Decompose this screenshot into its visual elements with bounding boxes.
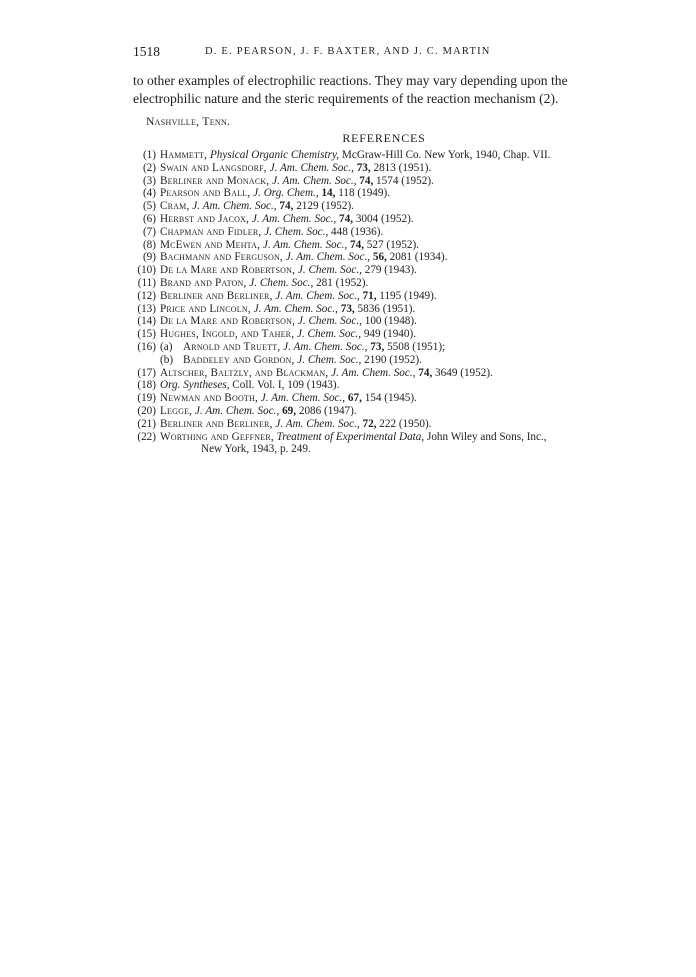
reference-journal: J. Am. Chem. Soc., — [272, 174, 357, 187]
reference-item — [133, 328, 613, 341]
reference-item — [133, 251, 613, 264]
reference-journal: J. Am. Chem. Soc., — [260, 392, 346, 405]
reference-number: (6) — [142, 212, 156, 225]
reference-item — [133, 149, 613, 162]
reference-number: (11) — [137, 276, 156, 289]
reference-number: (14) — [137, 315, 156, 328]
reference-authors: Baddeley and Gordon, — [183, 353, 295, 366]
reference-volume: 69, — [282, 404, 297, 417]
reference-book-title: Treatment of Experimental Data, — [276, 430, 425, 443]
reference-number: (16) — [137, 340, 156, 353]
reference-item — [133, 226, 613, 239]
reference-pages: 2081 (1934). — [389, 251, 448, 264]
reference-volume: 71, — [362, 289, 377, 302]
reference-journal: J. Am. Chem. Soc., — [192, 200, 277, 213]
reference-journal: Org. Syntheses, — [160, 379, 230, 392]
reference-journal: J. Chem. Soc., — [264, 225, 329, 238]
reference-authors: Legge, — [160, 404, 193, 417]
reference-pages: 2813 (1951). — [373, 161, 432, 174]
reference-pages: 448 (1936). — [331, 225, 384, 238]
reference-number: (10) — [137, 264, 156, 277]
reference-number: (4) — [142, 187, 156, 200]
reference-item — [133, 418, 613, 431]
body-line: electrophilic nature and the steric requirements of the reaction mechanism (2). — [133, 91, 559, 106]
reference-pages: 2086 (1947). — [298, 404, 357, 417]
reference-volume: 14, — [321, 187, 336, 200]
reference-number: (17) — [137, 366, 156, 379]
reference-authors: Altscher, Baltzly, and Blackman, — [160, 366, 329, 379]
reference-journal: J. Am. Chem. Soc., — [269, 161, 354, 174]
reference-number: (5) — [142, 200, 156, 213]
reference-authors: Swain and Langsdorf, — [160, 161, 267, 174]
reference-authors: Worthing and Geffner, — [160, 430, 274, 443]
reference-volume: 73, — [370, 340, 385, 353]
references-heading-text: REFERENCES — [342, 131, 426, 145]
reference-journal: J. Am. Chem. Soc., — [194, 404, 280, 417]
reference-authors: Arnold and Truett, — [183, 340, 281, 353]
reference-authors: Chapman and Fidler, — [160, 225, 262, 238]
reference-details: New York, 1943, p. 249. — [201, 443, 311, 456]
reference-authors: Berliner and Monack, — [160, 174, 270, 187]
body-line: to other examples of electrophilic reactions. They may vary depending upon the — [133, 73, 568, 88]
reference-pages: 949 (1940). — [363, 328, 417, 341]
reference-journal: J. Am. Chem. Soc., — [285, 251, 371, 264]
reference-volume: 67, — [347, 392, 362, 405]
reference-item — [133, 213, 613, 226]
body-paragraph — [133, 72, 599, 108]
reference-authors: McEwen and Mehta, — [160, 238, 261, 251]
reference-journal: J. Am. Chem. Soc., — [262, 238, 348, 251]
reference-authors: Price and Lincoln, — [160, 302, 251, 315]
place-line: Nashville, Tenn. — [146, 115, 231, 128]
reference-journal: J. Am. Chem. Soc., — [275, 289, 360, 302]
reference-journal: J. Org. Chem., — [253, 187, 319, 200]
reference-pages: 154 (1945). — [364, 392, 417, 405]
reference-volume: 74, — [418, 366, 433, 379]
reference-number: (20) — [137, 404, 156, 417]
reference-number: (1) — [142, 149, 156, 161]
reference-number: (7) — [142, 225, 156, 238]
reference-authors: Newman and Booth, — [160, 392, 258, 405]
reference-item — [133, 187, 613, 200]
reference-volume: 74, — [339, 212, 354, 225]
reference-pages: 3004 (1952). — [355, 212, 414, 225]
reference-journal: J. Chem. Soc., — [249, 276, 314, 289]
reference-pages: 281 (1952). — [316, 276, 369, 289]
references-heading — [0, 131, 696, 146]
reference-item — [133, 341, 613, 354]
references-list — [133, 149, 613, 456]
reference-volume: 56, — [372, 251, 387, 264]
reference-journal: J. Chem. Soc., — [297, 353, 362, 366]
reference-journal: J. Am. Chem. Soc., — [283, 340, 368, 353]
reference-pages: 5836 (1951). — [357, 302, 416, 315]
reference-pages: Coll. Vol. I, 109 (1943). — [232, 379, 340, 392]
reference-volume: 72, — [362, 417, 377, 430]
reference-item — [133, 277, 613, 290]
reference-number: (22) — [137, 430, 156, 443]
reference-item — [133, 354, 613, 367]
reference-volume: 73, — [340, 302, 355, 315]
reference-item — [133, 367, 613, 380]
reference-authors: Hughes, Ingold, and Taher, — [160, 328, 295, 341]
reference-pages: 527 (1952). — [366, 238, 419, 251]
reference-journal: J. Am. Chem. Soc., — [251, 212, 337, 225]
reference-details: McGraw-Hill Co. New York, 1940, Chap. VII. — [341, 149, 551, 161]
reference-item — [133, 315, 613, 328]
reference-number: (9) — [142, 251, 156, 264]
reference-authors: Hammett, — [160, 149, 208, 161]
reference-authors: De la Mare and Robertson, — [160, 315, 296, 328]
reference-authors: Cram, — [160, 200, 190, 213]
reference-book-title: Physical Organic Chemistry, — [209, 149, 340, 161]
reference-item — [133, 290, 613, 303]
reference-volume: 74, — [359, 174, 374, 187]
reference-item — [133, 200, 613, 213]
reference-number: (18) — [137, 379, 156, 392]
reference-authors: Pearson and Ball, — [160, 187, 251, 200]
reference-item — [133, 239, 613, 252]
reference-pages: 5508 (1951); — [387, 340, 446, 353]
reference-item — [133, 303, 613, 316]
reference-item — [133, 405, 613, 418]
reference-item — [133, 392, 613, 405]
reference-pages: 1195 (1949). — [379, 289, 437, 302]
reference-volume: 73, — [356, 161, 371, 174]
reference-pages: 2129 (1952). — [296, 200, 354, 213]
page-number: 1518 — [133, 44, 160, 59]
reference-journal: J. Am. Chem. Soc., — [275, 417, 360, 430]
reference-number: (21) — [137, 417, 156, 430]
reference-volume: 74, — [350, 238, 364, 251]
reference-authors: Berliner and Berliner, — [160, 417, 273, 430]
running-head: D. E. PEARSON, J. F. BAXTER, AND J. C. MARTIN — [205, 46, 491, 57]
reference-pages: 2190 (1952). — [364, 353, 422, 366]
reference-item — [133, 175, 613, 188]
reference-number: (12) — [137, 289, 156, 302]
reference-item — [133, 162, 613, 175]
reference-authors: Brand and Paton, — [160, 276, 247, 289]
reference-subitem: (a) — [160, 340, 173, 353]
reference-number: (19) — [137, 392, 156, 405]
reference-number: (2) — [142, 161, 156, 174]
reference-authors: Bachmann and Ferguson, — [160, 251, 283, 264]
reference-pages: 118 (1949). — [338, 187, 391, 200]
reference-volume: 74, — [279, 200, 294, 213]
reference-authors: Berliner and Berliner, — [160, 289, 273, 302]
reference-journal: J. Chem. Soc., — [297, 264, 362, 277]
reference-item — [133, 443, 613, 456]
reference-pages: 1574 (1952). — [376, 174, 434, 187]
page-header — [133, 44, 598, 60]
reference-item — [133, 431, 613, 444]
reference-pages: 279 (1943). — [364, 264, 417, 277]
reference-journal: J. Am. Chem. Soc., — [331, 366, 416, 379]
reference-journal: J. Am. Chem. Soc., — [253, 302, 338, 315]
reference-details: John Wiley and Sons, Inc., — [426, 430, 547, 443]
reference-authors: Herbst and Jacox, — [160, 212, 250, 225]
reference-pages: 100 (1948). — [364, 315, 417, 328]
reference-pages: 3649 (1952). — [435, 366, 493, 379]
reference-pages: 222 (1950). — [379, 417, 432, 430]
reference-number: (8) — [142, 238, 156, 251]
reference-journal: J. Chem. Soc., — [297, 315, 362, 328]
reference-number: (15) — [137, 328, 156, 341]
reference-item — [133, 379, 613, 392]
reference-authors: De la Mare and Robertson, — [160, 264, 296, 277]
reference-item — [133, 264, 613, 277]
reference-subitem: (b) — [160, 353, 174, 366]
reference-journal: J. Chem. Soc., — [297, 328, 362, 341]
reference-number: (3) — [142, 174, 156, 187]
reference-number: (13) — [137, 302, 156, 315]
